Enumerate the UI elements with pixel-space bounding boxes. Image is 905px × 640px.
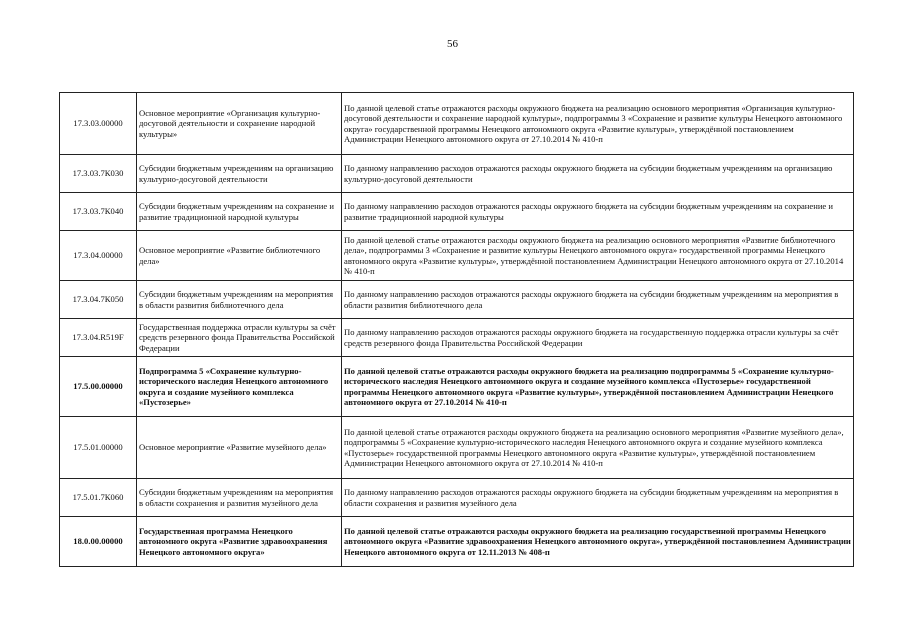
code-cell: 18.0.00.00000	[60, 517, 137, 567]
table-row	[60, 281, 854, 319]
description-cell: По данной целевой статье отражаются расходы окружного бюджета на реализацию государственной программы Ненецкого автономного округа «Развитие здравоохранения Ненецкого автономного округа», утверждённой постановлением Администрации Ненецкого автономного округа от 12.11.2013 № 408-п	[342, 517, 854, 567]
table-row	[60, 479, 854, 517]
name-cell: Основное мероприятие «Развитие библиотечного дела»	[137, 231, 342, 281]
code-cell: 17.3.04.R519F	[60, 319, 137, 357]
name-cell: Субсидии бюджетным учреждениям на мероприятия в области развития библиотечного дела	[137, 281, 342, 319]
name-cell: Государственная программа Ненецкого автономного округа «Развитие здравоохранения Ненецкого автономного округа»	[137, 517, 342, 567]
code-cell: 17.3.03.7К040	[60, 193, 137, 231]
description-cell: По данному направлению расходов отражаются расходы окружного бюджета на субсидии бюджетным учреждениям на мероприятия в области сохранения и развития музейного дела	[342, 479, 854, 517]
code-cell: 17.3.04.00000	[60, 231, 137, 281]
code-cell: 17.3.04.7К050	[60, 281, 137, 319]
description-cell: По данному направлению расходов отражаются расходы окружного бюджета на субсидии бюджетным учреждениям на организацию культурно-досуговой деятельности	[342, 155, 854, 193]
page-number: 56	[447, 38, 458, 50]
name-cell: Государственная поддержка отрасли культуры за счёт средств резервного фонда Правительства Российской Федерации	[137, 319, 342, 357]
code-cell: 17.3.03.7К030	[60, 155, 137, 193]
description-cell: По данному направлению расходов отражаются расходы окружного бюджета на субсидии бюджетным учреждениям на мероприятия в области развития библиотечного дела	[342, 281, 854, 319]
code-cell: 17.5.01.00000	[60, 417, 137, 479]
table-row	[60, 193, 854, 231]
description-cell: По данному направлению расходов отражаются расходы окружного бюджета на субсидии бюджетным учреждениям на сохранение и развитие традиционной народной культуры	[342, 193, 854, 231]
budget-classification-table	[59, 92, 854, 567]
code-cell: 17.5.00.00000	[60, 357, 137, 417]
table-row	[60, 517, 854, 567]
name-cell: Основное мероприятие «Организация культурно-досуговой деятельности и сохранение народной культуры»	[137, 93, 342, 155]
code-cell: 17.3.03.00000	[60, 93, 137, 155]
description-cell: По данной целевой статье отражаются расходы окружного бюджета на реализацию основного мероприятия «Развитие музейного дела», подпрограммы 5 «Сохранение культурно-исторического наследия Ненецкого автономного округа и создание музейного комплекса «Пустозерье» государственной программы Ненецкого автономного округа «Развитие культуры», утверждённой постановлением Администрации Ненецкого автономного округа от 27.10.2014 № 410-п	[342, 417, 854, 479]
description-cell: По данной целевой статье отражаются расходы окружного бюджета на реализацию подпрограммы 5 «Сохранение культурно-исторического наследия Ненецкого автономного округа и создание музейного комплекса «Пустозерье» государственной программы Ненецкого автономного округа «Развитие культуры», утверждённой постановлением Администрации Ненецкого автономного округа от 27.10.2014 № 410-п	[342, 357, 854, 417]
description-cell: По данной целевой статье отражаются расходы окружного бюджета на реализацию основного мероприятия «Развитие библиотечного дела», подпрограммы 3 «Сохранение и развитие культуры Ненецкого автономного округа» государственной программы Ненецкого автономного округа «Развитие культуры», утверждённой постановлением Администрации Ненецкого автономного округа от 27.10.2014 № 410-п	[342, 231, 854, 281]
name-cell: Субсидии бюджетным учреждениям на организацию культурно-досуговой деятельности	[137, 155, 342, 193]
code-cell: 17.5.01.7К060	[60, 479, 137, 517]
table-row	[60, 319, 854, 357]
table-row	[60, 93, 854, 155]
table-row	[60, 417, 854, 479]
table-row	[60, 155, 854, 193]
table-row	[60, 357, 854, 417]
name-cell: Подпрограмма 5 «Сохранение культурно-исторического наследия Ненецкого автономного округа и создание музейного комплекса «Пустозерье»	[137, 357, 342, 417]
name-cell: Основное мероприятие «Развитие музейного дела»	[137, 417, 342, 479]
description-cell: По данному направлению расходов отражаются расходы окружного бюджета на государственную поддержка отрасли культуры за счёт средств резервного фонда Правительства Российской Федерации	[342, 319, 854, 357]
name-cell: Субсидии бюджетным учреждениям на сохранение и развитие традиционной народной культуры	[137, 193, 342, 231]
table-row	[60, 231, 854, 281]
table-body	[60, 93, 854, 567]
description-cell: По данной целевой статье отражаются расходы окружного бюджета на реализацию основного мероприятия «Организация культурно-досуговой деятельности и сохранение народной культуры», подпрограммы 3 «Сохранение и развитие культуры Ненецкого автономного округа» государственной программы Ненецкого автономного округа «Развитие культуры», утверждённой постановлением Администрации Ненецкого автономного округа от 27.10.2014 № 410-п	[342, 93, 854, 155]
name-cell: Субсидии бюджетным учреждениям на мероприятия в области сохранения и развития музейного дела	[137, 479, 342, 517]
